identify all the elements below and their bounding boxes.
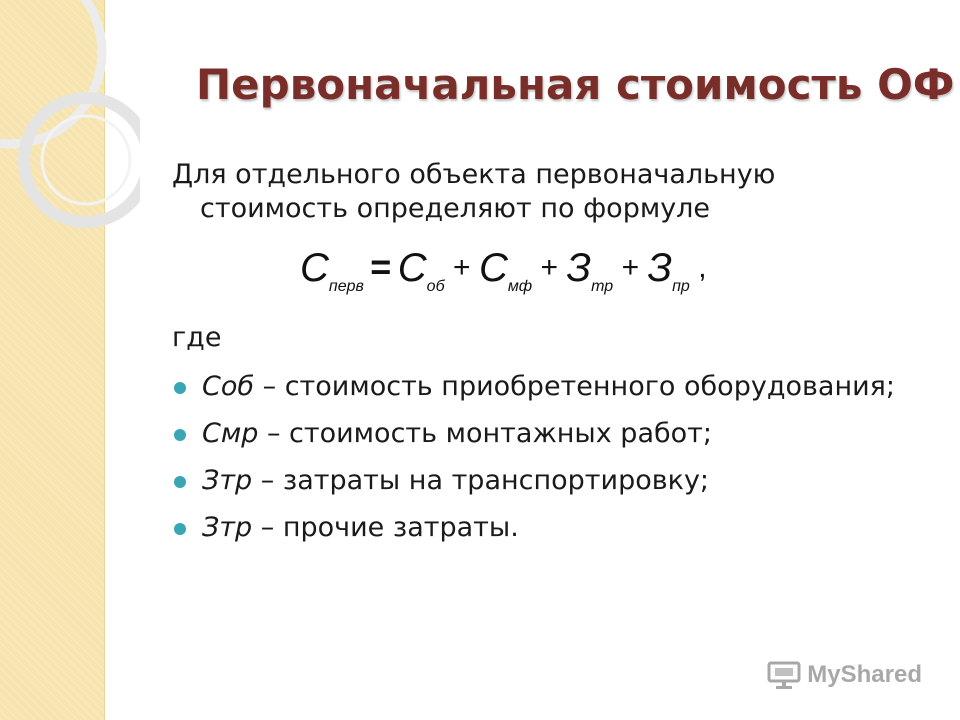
bullet-dot-icon <box>174 429 186 441</box>
where-label: где <box>172 322 222 353</box>
decorative-rings-icon <box>0 0 140 260</box>
list-item <box>172 370 912 404</box>
intro-line-1: Для отдельного объекта первоначальную <box>172 159 776 190</box>
formula-term-1: $С_{об}$ <box>397 246 445 295</box>
formula-term-4: $З_{пр}$ <box>647 246 690 295</box>
intro-line-2: стоимость определяют по формуле <box>200 193 711 224</box>
watermark-logo <box>767 660 922 690</box>
definition: стоимость приобретенного оборудования; <box>284 371 895 402</box>
definition: затраты на транспортировку; <box>282 465 710 496</box>
term: Соб <box>202 371 255 402</box>
formula-term-3: $З_{тр}$ <box>566 246 614 295</box>
slide-title: Первоначальная стоимость ОФ <box>196 60 955 109</box>
dash: – <box>254 371 285 402</box>
formula-lhs-sub: перв <box>328 278 364 295</box>
formula <box>300 246 711 306</box>
definitions-list <box>172 370 912 558</box>
term: Зтр <box>202 465 253 496</box>
list-item <box>172 417 912 451</box>
formula-op-3: + <box>621 251 640 284</box>
dash: – <box>252 465 283 496</box>
formula-equals: = <box>370 246 392 287</box>
intro-text <box>172 158 912 226</box>
formula-term-2: $С_{мф}$ <box>479 246 533 295</box>
list-item <box>172 511 912 545</box>
bullet-dot-icon <box>174 476 186 488</box>
term: Смр <box>202 418 259 449</box>
formula-trailing-comma: , <box>698 251 707 284</box>
formula-op-1: + <box>453 251 471 284</box>
list-item <box>172 464 912 498</box>
bullet-dot-icon <box>174 523 186 535</box>
definition: стоимость монтажных работ; <box>289 418 712 449</box>
bullet-dot-icon <box>174 382 186 394</box>
term: Зтр <box>202 512 253 543</box>
formula-lhs: $С_{перв}$ <box>300 246 364 295</box>
watermark-text: MyShared <box>807 661 922 688</box>
dash: – <box>252 512 283 543</box>
dash: – <box>258 418 290 449</box>
formula-op-2: + <box>540 251 559 284</box>
presentation-screen-icon <box>767 660 801 690</box>
definition: прочие затраты. <box>282 512 519 543</box>
